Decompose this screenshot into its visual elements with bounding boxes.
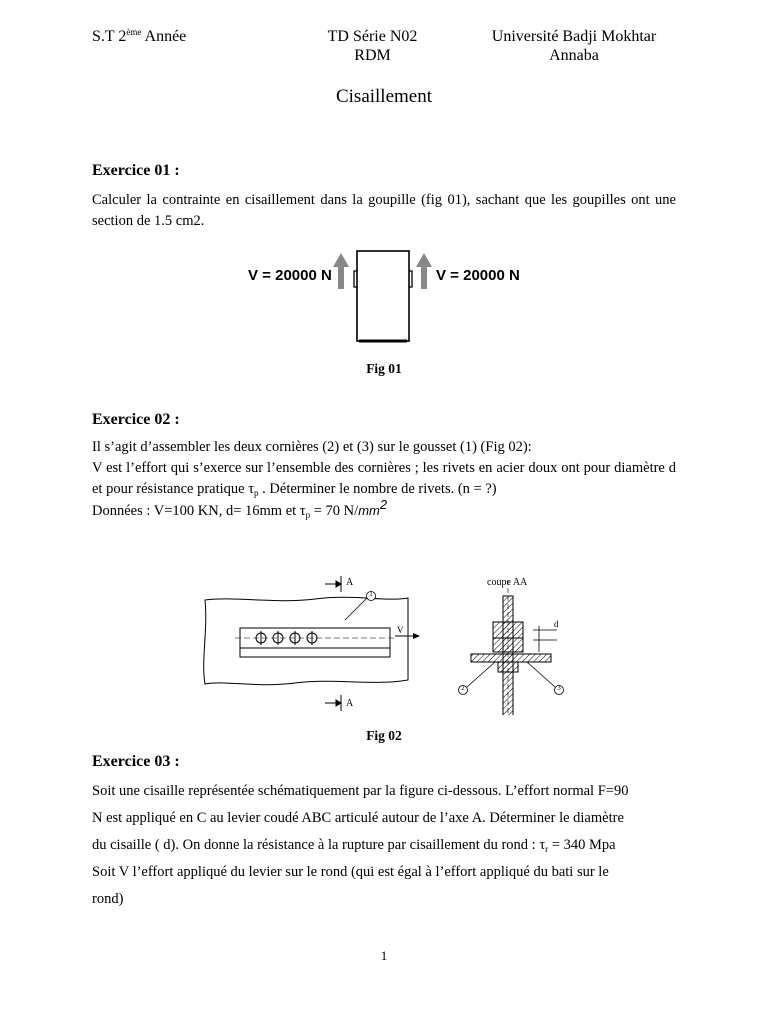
figure-01-pin-body	[354, 251, 412, 341]
figure-02-label-d: d	[554, 619, 559, 629]
exercise-2-data-sub: p	[305, 510, 311, 520]
exercise-3-line-3-sub: r	[545, 844, 549, 854]
exercise-2-line-2-sub: p	[254, 488, 259, 498]
figure-02-label-3: 3	[557, 684, 561, 692]
exercise-2-data-a: Données : V=100 KN, d= 16mm et τ	[92, 503, 306, 519]
exercise-2-line-1: Il s’agit d’assembler les deux cornières (2) et (3) sur le gousset (1) (Fig 02):	[92, 439, 532, 455]
figure-02-label-2: 2	[461, 684, 465, 692]
figure-02-label-1: 1	[369, 590, 373, 598]
page-title: Cisaillement	[335, 86, 433, 107]
figure-02-coupe-title: coupe AA	[487, 577, 528, 588]
figure-02-section-a-bottom: A	[346, 698, 354, 709]
figure-02-caption: Fig 02	[366, 728, 402, 743]
exercise-3-line-5: rond)	[92, 891, 124, 907]
figure-01-right-arrow	[416, 253, 432, 289]
figure-01-left-arrow	[333, 253, 349, 289]
exercise-1-text	[92, 190, 676, 232]
exercise-3-line-2: N est appliqué en C au levier coudé ABC articulé autour de l’axe A. Déterminer le diamètre	[92, 810, 624, 826]
exercise-3-line-3-b: = 340 Mpa	[548, 837, 616, 853]
exercise-3-heading: Exercice 03 :	[92, 753, 180, 770]
exercise-3-line-1: Soit une cisaille représentée schématiquement par la figure ci-dessous. L’effort normal F=90	[92, 783, 629, 799]
page-number: 1	[380, 948, 388, 963]
header-series: TD Série N02	[327, 28, 418, 45]
exercise-1-statement: Calculer la contrainte en cisaillement dans la goupille (fig 01), sachant que les goupilles ont une section de 1.5 cm2.	[92, 192, 676, 229]
figure-02-section-a-top: A	[346, 577, 354, 588]
exercise-2-line-2-b: . Déterminer le nombre de rivets. (n = ?)	[258, 481, 497, 497]
header-level: S.T 2	[92, 28, 127, 45]
figure-01-caption: Fig 01	[366, 361, 402, 376]
header-right	[470, 27, 678, 65]
exercise-2-heading: Exercice 02 :	[92, 411, 180, 428]
exercise-2-data-b: = 70 N/	[310, 503, 359, 519]
header-level-sup: ème	[126, 27, 142, 37]
exercise-1-heading: Exercice 01 :	[92, 162, 180, 179]
exercise-3-text	[92, 778, 692, 913]
exercise-2-data	[92, 497, 676, 522]
exercise-2-data-unit-sup: 2	[379, 497, 388, 512]
figure-01-left-force-label: V = 20000 N	[248, 267, 332, 284]
figure-02-coupe-aa	[471, 580, 557, 715]
figure-02	[195, 570, 580, 715]
exercise-2-text	[92, 437, 676, 522]
exercise-2-line-2	[92, 458, 676, 500]
exercise-3-line-4: Soit V l’effort appliqué du levier sur le rond (qui est égal à l’effort appliqué du bati sur le	[92, 864, 609, 880]
exercise-2-data-unit: mm	[358, 503, 380, 518]
figure-02-label-v: V	[397, 625, 404, 635]
header-center	[300, 27, 445, 65]
header-university: Université Badji Mokhtar	[491, 28, 657, 45]
header-year: Année	[141, 28, 187, 45]
figure-01	[240, 245, 540, 350]
header-city: Annaba	[549, 47, 599, 64]
figure-01-right-force-label: V = 20000 N	[436, 267, 520, 284]
exercise-3-line-3	[92, 832, 692, 859]
header-left	[92, 27, 186, 46]
exercise-2-line-2-a: V est l’effort qui s’exerce sur l’ensemble des cornières ; les rivets en acier doux ont pour diamètre d et pour résistance pratique τ	[92, 460, 676, 497]
exercise-3-line-3-a: du cisaille ( d). On donne la résistance à la rupture par cisaillement du rond : τ	[92, 837, 546, 853]
figure-02-section-line-top	[325, 576, 341, 592]
figure-02-section-line-bottom	[325, 695, 341, 711]
header-subject: RDM	[354, 47, 391, 64]
